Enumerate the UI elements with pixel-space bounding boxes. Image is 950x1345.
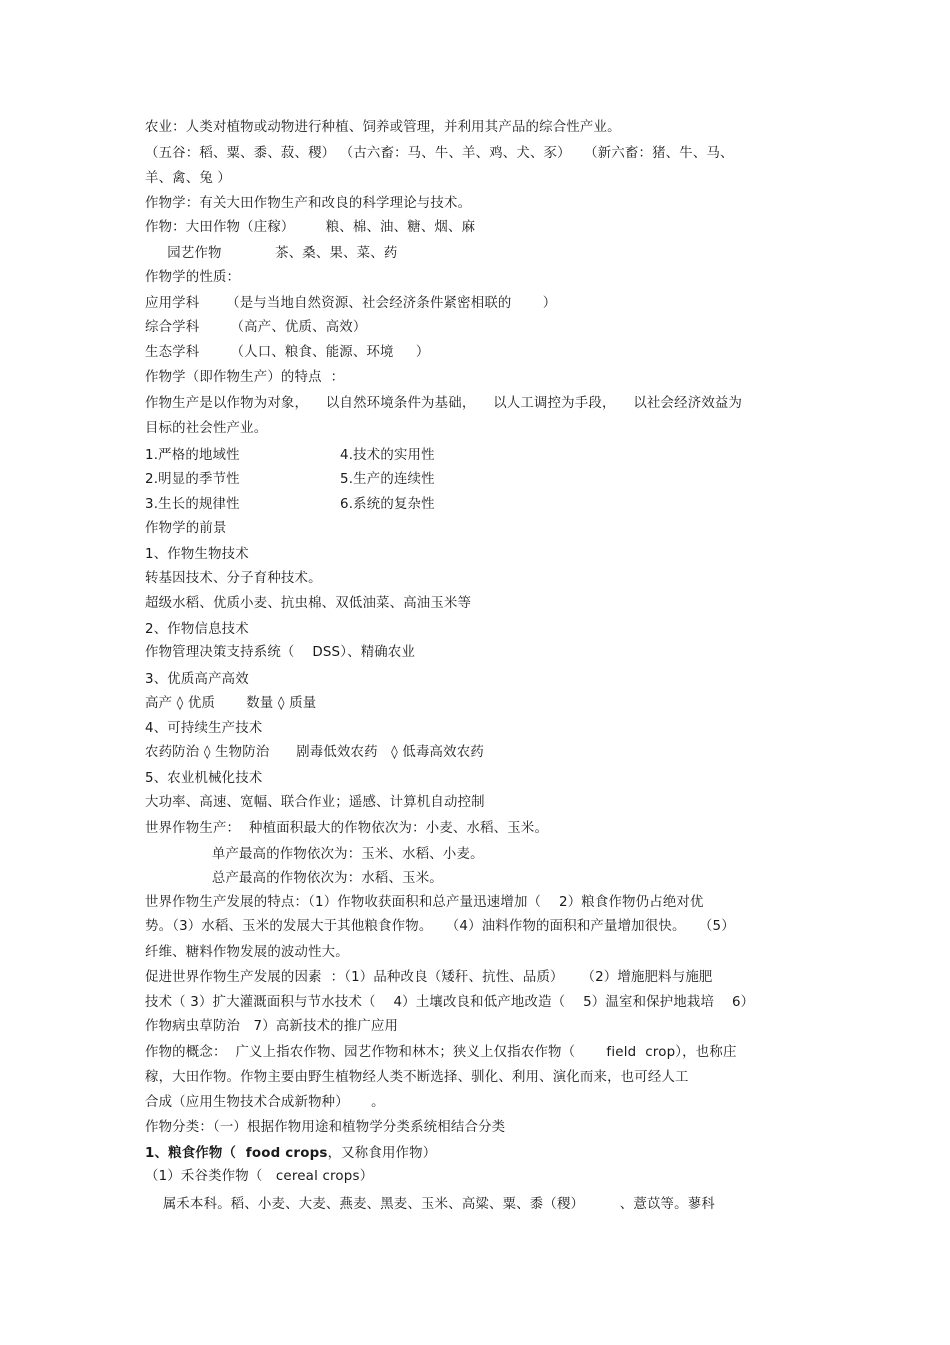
text-line: 5、农业机械化技术 [145, 771, 263, 786]
text-line: 羊、禽、兔 ） [145, 171, 231, 186]
text-line: （五谷：稻、粟、黍、菽、稷） （古六畜：马、牛、羊、鸡、犬、豕） （新六畜：猪、牛、马、 [145, 146, 734, 161]
text-line: 大功率、高速、宽幅、联合作业；遥感、计算机自动控制 [145, 795, 485, 810]
text-line: 生态学科 （人口、粮食、能源、环境 ） [145, 345, 430, 360]
feature-item: 1.严格的地域性 [145, 448, 240, 463]
text-line: 3、优质高产高效 [145, 672, 249, 687]
text-line: 纤维、糖料作物发展的波动性大。 [145, 945, 349, 960]
text-line: 世界作物生产： 种植面积最大的作物依次为：小麦、水稻、玉米。 [145, 821, 549, 836]
text-line: 园艺作物 茶、桑、果、菜、药 [145, 246, 398, 261]
text-line: 世界作物生产发展的特点：（1）作物收获面积和总产量迅速增加（ 2）粮食作物仍占绝对优 [145, 895, 704, 910]
text-line: 势。（3）水稻、玉米的发展大于其他粮食作物。 （4）油料作物的面积和产量增加很快。 （5） [145, 919, 735, 934]
text-line: 高产 ◊ 优质 数量 ◊ 质量 [145, 696, 317, 711]
text-line: 综合学科 （高产、优质、高效） [145, 320, 367, 335]
text-line [145, 1145, 436, 1163]
text-line: 农业：人类对植物或动物进行种植、饲养或管理，并利用其产品的综合性产业。 [145, 120, 621, 135]
text-line: 单产最高的作物依次为：玉米、水稻、小麦。 [145, 847, 484, 862]
text-segment-english: food crops [245, 1146, 328, 1161]
text-line: 超级水稻、优质小麦、抗虫棉、双低油菜、高油玉米等 [145, 596, 472, 611]
text-line: 属禾本科。稻、小麦、大麦、燕麦、黑麦、玉米、高粱、粟、黍（稷） 、薏苡等。蓼科 [145, 1197, 715, 1212]
text-line: 作物学的性质： [145, 270, 241, 285]
feature-item: 2.明显的季节性 [145, 472, 240, 487]
text-line: 总产最高的作物依次为：水稻、玉米。 [145, 871, 443, 886]
text-line: 作物的概念： 广义上指农作物、园艺作物和林木；狭义上仅指农作物（ field crop），也称庄 [145, 1045, 737, 1060]
text-segment: ，又称食用作物） [327, 1146, 437, 1161]
feature-item: 6.系统的复杂性 [340, 497, 435, 512]
text-line: 作物学的前景 [145, 521, 227, 536]
text-line: 应用学科 （是与当地自然资源、社会经济条件紧密相联的 ） [145, 296, 557, 311]
feature-item: 3.生长的规律性 [145, 497, 240, 512]
text-line: 1、作物生物技术 [145, 547, 249, 562]
text-line: 稼，大田作物。作物主要由野生植物经人类不断选择、驯化、利用、演化而来，也可经人工 [145, 1070, 689, 1085]
text-segment: 1、粮食作物（ [145, 1146, 246, 1161]
text-line: 农药防治 ◊ 生物防治 剧毒低效农药 ◊ 低毒高效农药 [145, 745, 484, 760]
text-line: 作物管理决策支持系统（ DSS）、精确农业 [145, 645, 416, 660]
text-line: 转基因技术、分子育种技术。 [145, 571, 322, 586]
text-line: 技术（ 3）扩大灌溉面积与节水技术（ 4）土壤改良和低产地改造（ 5）温室和保护地栽培 6） [145, 995, 755, 1010]
text-line: （1）禾谷类作物（ cereal crops） [145, 1169, 374, 1184]
text-line: 4、可持续生产技术 [145, 721, 263, 736]
text-line: 作物学：有关大田作物生产和改良的科学理论与技术。 [145, 196, 472, 211]
text-line: 合成（应用生物技术合成新物种） 。 [145, 1095, 385, 1110]
text-line: 作物病虫草防治 7）高新技术的推广应用 [145, 1019, 399, 1034]
feature-item: 5.生产的连续性 [340, 472, 435, 487]
text-line: 作物分类：（一）根据作物用途和植物学分类系统相结合分类 [145, 1120, 506, 1135]
text-line: 作物生产是以作物为对象， 以自然环境条件为基础， 以人工调控为手段， 以社会经济效益为 [145, 396, 743, 411]
text-line: 作物：大田作物（庄稼） 粮、棉、油、糖、烟、麻 [145, 220, 476, 235]
feature-item: 4.技术的实用性 [340, 448, 435, 463]
text-line: 目标的社会性产业。 [145, 421, 268, 436]
text-line: 2、作物信息技术 [145, 622, 249, 637]
text-line: 作物学（即作物生产）的特点 ： [145, 370, 345, 385]
text-line: 促进世界作物生产发展的因素 ：（1）品种改良（矮秆、抗性、品质） （2）增施肥料与施肥 [145, 970, 713, 985]
